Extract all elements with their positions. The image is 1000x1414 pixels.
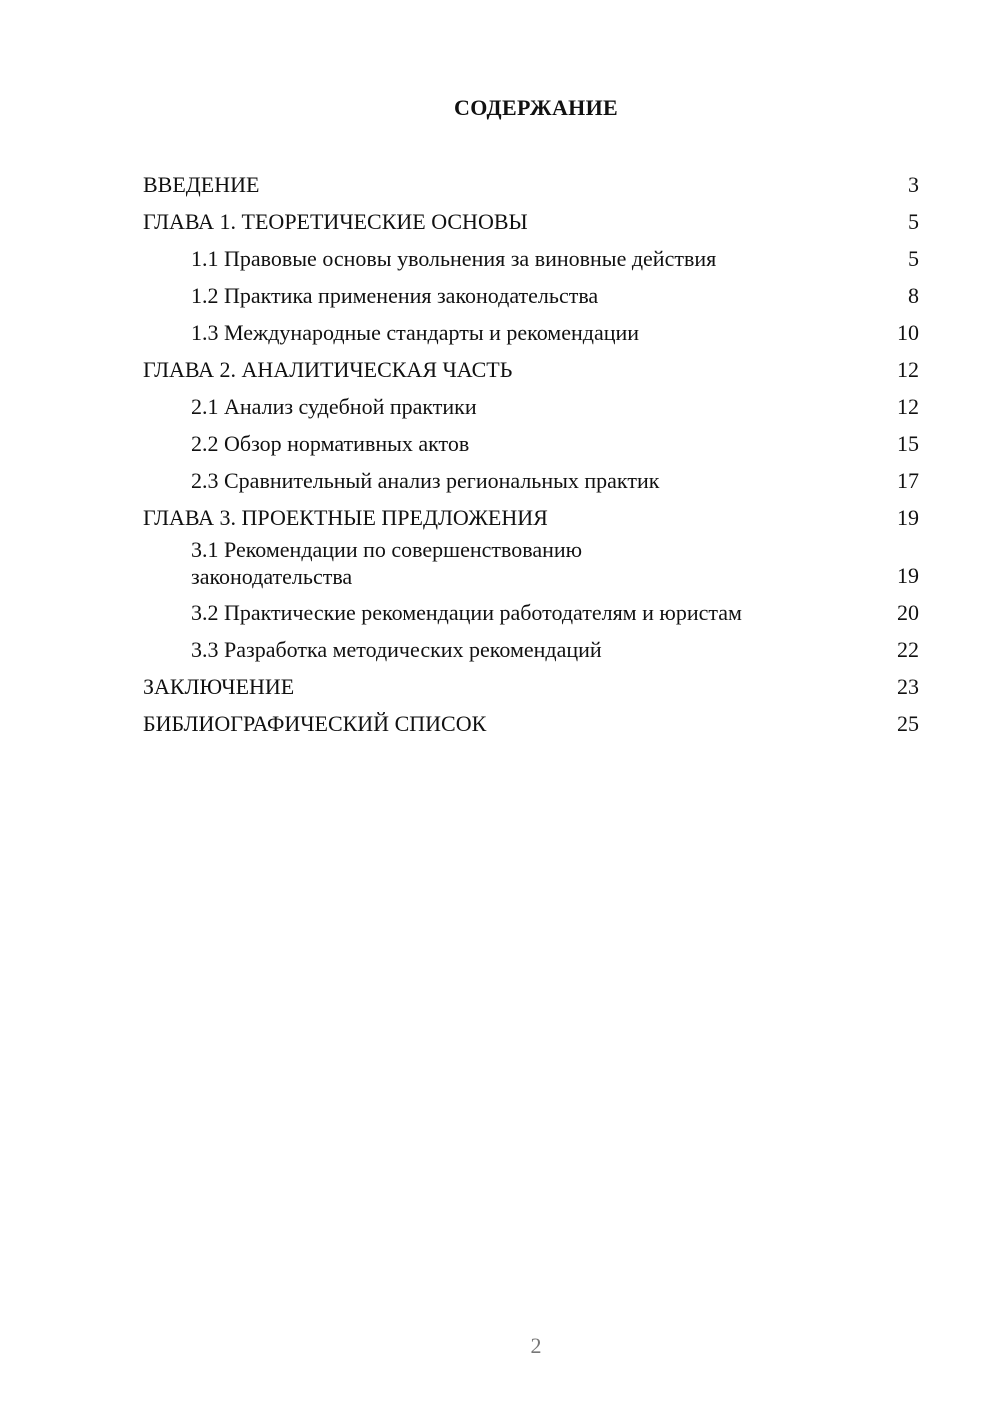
toc-entry-page: 5 — [908, 209, 919, 234]
toc-entry-label: 1.3 Международные стандарты и рекомендации — [191, 320, 640, 345]
toc-entry-label: 3.1 Рекомендации по совершенствованию законодательства — [191, 537, 583, 589]
toc-entry-section-3-3[interactable] — [143, 631, 919, 668]
toc-entry-page: 19 — [897, 505, 919, 530]
toc-entry-section-2-2[interactable] — [143, 425, 919, 462]
toc-entry-page: 8 — [908, 283, 919, 308]
toc-entry-section-2-1[interactable] — [143, 388, 919, 425]
toc-entry-section-3-2[interactable] — [143, 594, 919, 631]
toc-entry-label: ГЛАВА 3. ПРОЕКТНЫЕ ПРЕДЛОЖЕНИЯ — [143, 505, 548, 530]
toc-entry-page: 19 — [897, 563, 919, 588]
page-title: СОДЕРЖАНИЕ — [454, 95, 618, 120]
toc-entry-page: 22 — [897, 637, 919, 662]
toc-entry-label: ГЛАВА 2. АНАЛИТИЧЕСКАЯ ЧАСТЬ — [143, 357, 513, 382]
table-of-contents — [143, 166, 919, 742]
toc-entry-section-1-1[interactable] — [143, 240, 919, 277]
toc-entry-label: ГЛАВА 1. ТЕОРЕТИЧЕСКИЕ ОСНОВЫ — [143, 209, 528, 234]
toc-entry-label: 2.2 Обзор нормативных актов — [191, 431, 470, 456]
toc-entry-label: 2.1 Анализ судебной практики — [191, 394, 477, 419]
toc-entry-chapter-3[interactable] — [143, 499, 919, 536]
toc-entry-section-1-2[interactable] — [143, 277, 919, 314]
toc-entry-label: 3.3 Разработка методических рекомендаций — [191, 637, 602, 662]
toc-entry-label: 2.3 Сравнительный анализ региональных практик — [191, 468, 660, 493]
toc-entry-section-3-1[interactable] — [143, 536, 919, 594]
toc-entry-introduction[interactable] — [143, 166, 919, 203]
toc-entry-bibliography[interactable] — [143, 705, 919, 742]
toc-entry-page: 5 — [908, 246, 919, 271]
toc-entry-page: 20 — [897, 600, 919, 625]
toc-entry-page: 25 — [897, 711, 919, 736]
toc-entry-conclusion[interactable] — [143, 668, 919, 705]
page-number: 2 — [530, 1333, 542, 1358]
toc-entry-label: 1.1 Правовые основы увольнения за виновные действия — [191, 246, 717, 271]
toc-entry-section-1-3[interactable] — [143, 314, 919, 351]
toc-entry-chapter-1[interactable] — [143, 203, 919, 240]
toc-entry-label: 1.2 Практика применения законодательства — [191, 283, 599, 308]
toc-entry-page: 17 — [897, 468, 919, 493]
toc-entry-page: 12 — [897, 394, 919, 419]
toc-entry-page: 3 — [908, 172, 919, 197]
toc-entry-page: 12 — [897, 357, 919, 382]
toc-entry-chapter-2[interactable] — [143, 351, 919, 388]
toc-entry-label: БИБЛИОГРАФИЧЕСКИЙ СПИСОК — [143, 711, 487, 736]
toc-entry-label: ВВЕДЕНИЕ — [143, 172, 260, 197]
toc-entry-label: 3.2 Практические рекомендации работодателям и юристам — [191, 600, 742, 625]
toc-entry-page: 10 — [897, 320, 919, 345]
toc-entry-page: 23 — [897, 674, 919, 699]
toc-entry-page: 15 — [897, 431, 919, 456]
toc-entry-section-2-3[interactable] — [143, 462, 919, 499]
toc-entry-label: ЗАКЛЮЧЕНИЕ — [143, 674, 295, 699]
